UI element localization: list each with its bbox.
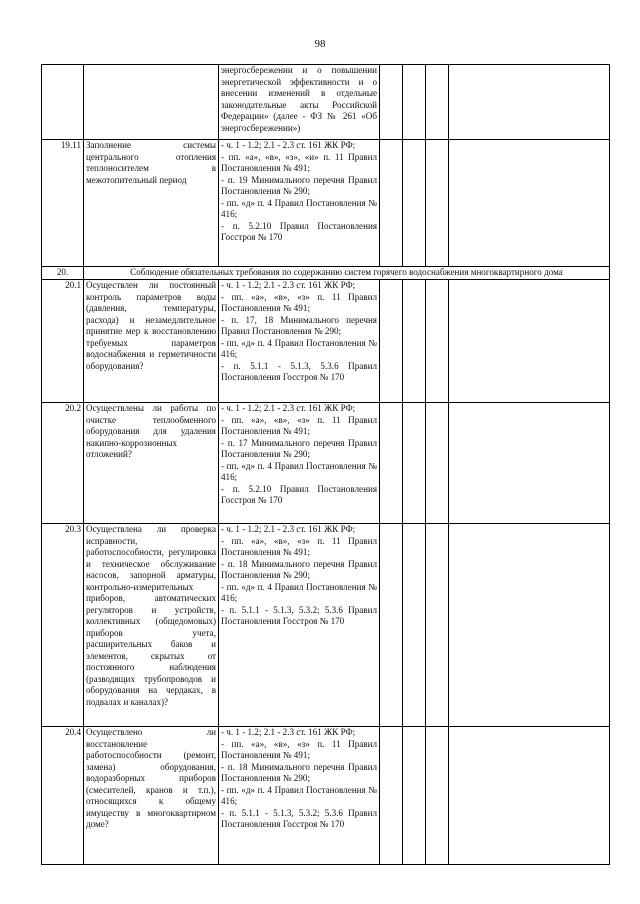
question-cell: Осуществлена ли проверка исправности, работоспособности, регулировка и техническое обслуживание насосов, запорной арматуры, контрольно-измерительных приборов, автоматических регуляторов и устройств, коллективных (общедомовых) приборов учета, расширительных баков и элементов, скрытых от постоянного наблюдения (разводящих трубопроводов и оборудования на чердаках, в подвалах и каналах)?	[84, 524, 219, 727]
checklist-table	[41, 64, 610, 865]
legal-basis-cell	[219, 403, 380, 524]
legal-reference: - п. 5.2.10 Правил Постановления Госстроя № 170	[221, 483, 377, 505]
answer-na-cell	[426, 280, 449, 403]
legal-reference: - п. 5.1.1 - 5.1.3, 5.3.2; 5.3.6 Правил Постановления Госстроя № 170	[221, 604, 377, 626]
legal-reference: - п. 19 Минимального перечня Правил Постановления № 290;	[221, 174, 377, 196]
answer-no-cell	[403, 403, 426, 524]
legal-reference: - п. 5.1.1 - 5.1.3, 5.3.2; 5.3.6 Правил Постановления Госстроя № 170	[221, 807, 377, 829]
table-row	[42, 403, 610, 524]
legal-basis-cell	[219, 280, 380, 403]
answer-no-cell	[403, 280, 426, 403]
legal-reference: - п. 17, 18 Минимального перечня Правил Постановления № 290;	[221, 314, 377, 336]
table-row	[42, 524, 610, 727]
section-row	[42, 267, 610, 280]
legal-reference: - пп. «а», «в», «з» п. 11 Правил Постановления № 491;	[221, 738, 377, 760]
question-cell: Осуществлены ли работы по очистке теплообменного оборудования для удаления накипно-коррозионных отложений?	[84, 403, 219, 524]
answer-na-cell	[426, 524, 449, 727]
legal-basis-cell	[219, 727, 380, 865]
section-title: Соблюдение обязательных требования по содержанию систем горячего водоснабжения многоквартирного дома	[84, 267, 610, 280]
answer-no-cell	[403, 65, 426, 140]
legal-reference: - пп. «д» п. 4 Правил Постановления № 416;	[221, 784, 377, 806]
question-cell: Осуществлен ли постоянный контроль параметров воды (давления, температуры, расхода) и незамедлительное принятие мер к восстановлению требуемых параметров водоснабжения и герметичности оборудования?	[84, 280, 219, 403]
legal-reference: - пп. «д» п. 4 Правил Постановления № 416;	[221, 460, 377, 482]
answer-yes-cell	[380, 280, 403, 403]
answer-yes-cell	[380, 727, 403, 865]
notes-cell	[449, 727, 610, 865]
question-cell: Осуществлено ли восстановление работоспособности (ремонт, замена) оборудования, водоразборных приборов (смесителей, кранов и т.п.), относящихся к общему имуществу в многоквартирном доме?	[84, 727, 219, 865]
legal-reference: - пп. «а», «в», «з» п. 11 Правил Постановления № 491;	[221, 291, 377, 313]
legal-reference: - пп. «а», «в», «з», «и» п. 11 Правил Постановления № 491;	[221, 151, 377, 173]
legal-reference: - ч. 1 - 1.2; 2.1 - 2.3 ст. 161 ЖК РФ;	[221, 524, 356, 534]
item-number: 20.2	[42, 403, 84, 524]
legal-basis-cell	[219, 524, 380, 727]
table-row	[42, 727, 610, 865]
section-number: 20.	[42, 267, 84, 280]
notes-cell	[449, 65, 610, 140]
item-number: 20.1	[42, 280, 84, 403]
answer-no-cell	[403, 727, 426, 865]
answer-no-cell	[403, 140, 426, 267]
legal-reference: - п. 5.2.10 Правил Постановления Госстроя № 170	[221, 220, 377, 242]
question-cell	[84, 65, 219, 140]
answer-no-cell	[403, 524, 426, 727]
legal-reference: энергосбережении и о повышении энергетической эффективности и о внесении изменений в отдельные законодательные акты Российской Федерации» (далее - ФЗ № 261 «Об энергосбережении»)	[221, 65, 377, 133]
page-number: 98	[314, 38, 326, 50]
table-row	[42, 140, 610, 267]
answer-na-cell	[426, 65, 449, 140]
legal-reference: - пп. «д» п. 4 Правил Постановления № 416;	[221, 337, 377, 359]
answer-na-cell	[426, 140, 449, 267]
item-number	[42, 65, 84, 140]
legal-reference: - п. 18 Минимального перечня Правил Постановления № 290;	[221, 558, 377, 580]
legal-reference: - п. 5.1.1 - 5.1.3, 5.3.6 Правил Постановления Госстроя № 170	[221, 360, 377, 382]
notes-cell	[449, 524, 610, 727]
answer-yes-cell	[380, 524, 403, 727]
legal-reference: - ч. 1 - 1.2; 2.1 - 2.3 ст. 161 ЖК РФ;	[221, 403, 356, 413]
notes-cell	[449, 140, 610, 267]
answer-yes-cell	[380, 140, 403, 267]
answer-na-cell	[426, 403, 449, 524]
legal-reference: - ч. 1 - 1.2; 2.1 - 2.3 ст. 161 ЖК РФ;	[221, 727, 356, 737]
legal-basis-cell	[219, 140, 380, 267]
question-cell: Заполнение системы центрального отопления теплоносителем в межотопительный период	[84, 140, 219, 267]
table-row	[42, 65, 610, 140]
legal-basis-cell	[219, 65, 380, 140]
legal-reference: - пп. «а», «в», «з» п. 11 Правил Постановления № 491;	[221, 535, 377, 557]
answer-yes-cell	[380, 403, 403, 524]
legal-reference: - п. 17 Минимального перечня Правил Постановления № 290;	[221, 437, 377, 459]
legal-reference: - ч. 1 - 1.2; 2.1 - 2.3 ст. 161 ЖК РФ;	[221, 140, 356, 150]
item-number: 20.3	[42, 524, 84, 727]
legal-reference: - пп. «д» п. 4 Правил Постановления № 416;	[221, 197, 377, 219]
notes-cell	[449, 280, 610, 403]
item-number: 20.4	[42, 727, 84, 865]
legal-reference: - ч. 1 - 1.2; 2.1 - 2.3 ст. 161 ЖК РФ;	[221, 280, 356, 290]
item-number: 19.11	[42, 140, 84, 267]
table-row	[42, 280, 610, 403]
notes-cell	[449, 403, 610, 524]
answer-na-cell	[426, 727, 449, 865]
legal-reference: - п. 18 Минимального перечня Правил Постановления № 290;	[221, 761, 377, 783]
legal-reference: - пп. «д» п. 4 Правил Постановления № 416;	[221, 581, 377, 603]
legal-reference: - пп. «а», «в», «з» п. 11 Правил Постановления № 491;	[221, 414, 377, 436]
answer-yes-cell	[380, 65, 403, 140]
